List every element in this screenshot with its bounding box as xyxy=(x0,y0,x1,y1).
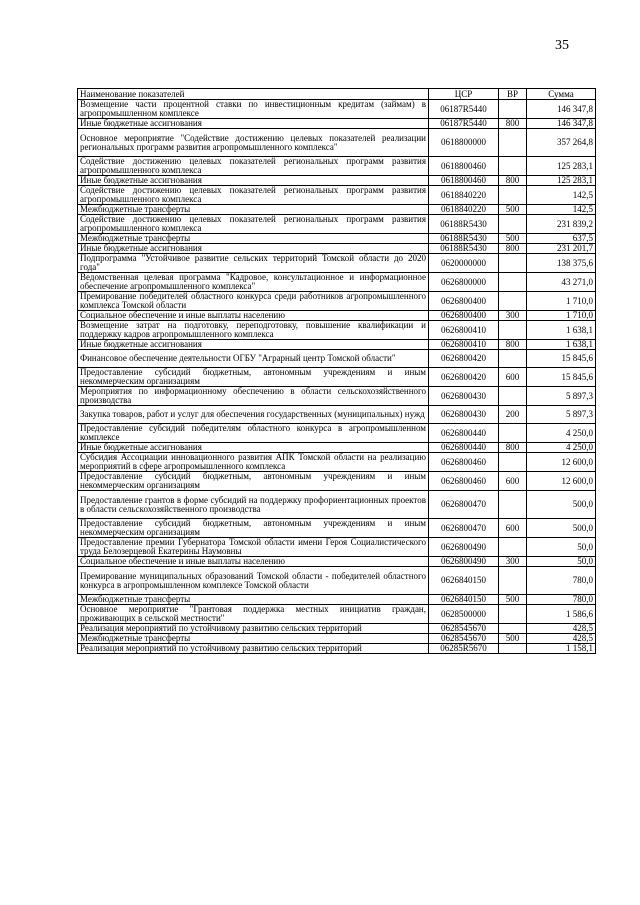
row-name: Финансовое обеспечение деятельности ОГБУ "Аграрный центр Томской области" xyxy=(78,350,429,368)
row-sum: 500,0 xyxy=(527,519,596,538)
row-sum: 1 638,1 xyxy=(527,321,596,340)
table-row xyxy=(78,387,596,406)
row-vr xyxy=(499,567,527,595)
table-row xyxy=(78,215,596,234)
row-name: Закупка товаров, работ и услуг для обеспечения государственных (муниципальных) нужд xyxy=(78,406,429,424)
row-vr xyxy=(499,387,527,406)
row-vr: 500 xyxy=(499,595,527,605)
row-csr: 0626800470 xyxy=(429,491,499,519)
row-name: Премирование муниципальных образований Томской области - победителей областного конкурса в агропромышленном комплексе Томской области xyxy=(78,567,429,595)
row-csr: 0626800420 xyxy=(429,350,499,368)
table-row xyxy=(78,340,596,350)
row-csr: 06188R5430 xyxy=(429,244,499,254)
row-sum: 1 710,0 xyxy=(527,292,596,311)
row-name: Иные бюджетные ассигнования xyxy=(78,340,429,350)
row-name: Реализация мероприятий по устойчивому развитию сельских территорий xyxy=(78,644,429,654)
row-sum: 428,5 xyxy=(527,634,596,644)
table-row xyxy=(78,292,596,311)
row-vr: 800 xyxy=(499,443,527,453)
row-csr: 06285R5670 xyxy=(429,644,499,654)
row-name: Иные бюджетные ассигнования xyxy=(78,119,429,129)
row-vr xyxy=(499,254,527,273)
row-name: Основное мероприятие "Содействие достижению целевых показателей реализации региональных программ развития агропромышленного комплекса" xyxy=(78,129,429,157)
row-name: Содействие достижению целевых показателей региональных программ развития агропромышленного комплекса xyxy=(78,186,429,205)
header-name: Наименование показателей xyxy=(78,89,429,100)
table-row xyxy=(78,254,596,273)
row-sum: 4 250,0 xyxy=(527,424,596,443)
row-csr: 0626800410 xyxy=(429,340,499,350)
table-row xyxy=(78,424,596,443)
table-row xyxy=(78,119,596,129)
row-vr xyxy=(499,129,527,157)
row-sum: 146 347,8 xyxy=(527,119,596,129)
row-vr xyxy=(499,292,527,311)
row-csr: 0626800490 xyxy=(429,538,499,557)
row-name: Социальное обеспечение и иные выплаты населению xyxy=(78,311,429,321)
table-row xyxy=(78,634,596,644)
table-row xyxy=(78,273,596,292)
row-vr: 300 xyxy=(499,311,527,321)
row-csr: 0628545670 xyxy=(429,624,499,634)
table-body xyxy=(78,100,596,654)
row-sum: 1 586,6 xyxy=(527,605,596,624)
row-csr: 0626800490 xyxy=(429,557,499,567)
row-vr xyxy=(499,273,527,292)
row-csr: 0626800000 xyxy=(429,273,499,292)
row-vr xyxy=(499,453,527,472)
row-sum: 500,0 xyxy=(527,491,596,519)
row-csr: 0626800400 xyxy=(429,292,499,311)
row-name: Иные бюджетные ассигнования xyxy=(78,244,429,254)
row-csr: 0626800420 xyxy=(429,368,499,387)
table-row xyxy=(78,538,596,557)
row-vr: 600 xyxy=(499,472,527,491)
table-row xyxy=(78,244,596,254)
row-sum: 5 897,3 xyxy=(527,406,596,424)
row-sum: 5 897,3 xyxy=(527,387,596,406)
row-name: Межбюджетные трансферты xyxy=(78,205,429,215)
row-name: Предоставление субсидий победителям областного конкурса в агропромышленном комплексе xyxy=(78,424,429,443)
row-sum: 780,0 xyxy=(527,595,596,605)
table-row xyxy=(78,443,596,453)
table-row xyxy=(78,453,596,472)
table-row xyxy=(78,186,596,205)
page-number: 35 xyxy=(555,38,569,53)
row-vr xyxy=(499,350,527,368)
row-name: Межбюджетные трансферты xyxy=(78,234,429,244)
row-name: Возмещение части процентной ставки по инвестиционным кредитам (займам) в агропромышленном комплексе xyxy=(78,100,429,119)
budget-table xyxy=(77,88,596,654)
row-sum: 43 271,0 xyxy=(527,273,596,292)
table-row xyxy=(78,176,596,186)
row-sum: 231 839,2 xyxy=(527,215,596,234)
row-csr: 0626800460 xyxy=(429,472,499,491)
table-row xyxy=(78,491,596,519)
row-name: Предоставление субсидий бюджетным, автономным учреждениям и иным некоммерческим организациям xyxy=(78,368,429,387)
row-vr: 500 xyxy=(499,205,527,215)
row-vr xyxy=(499,157,527,176)
row-vr: 600 xyxy=(499,368,527,387)
row-csr: 0618840220 xyxy=(429,186,499,205)
table-row xyxy=(78,311,596,321)
row-csr: 06187R5440 xyxy=(429,119,499,129)
row-sum: 138 375,6 xyxy=(527,254,596,273)
row-csr: 0626800430 xyxy=(429,387,499,406)
row-vr xyxy=(499,538,527,557)
table-row xyxy=(78,519,596,538)
row-name: Иные бюджетные ассигнования xyxy=(78,176,429,186)
row-sum: 15 845,6 xyxy=(527,368,596,387)
table-row xyxy=(78,595,596,605)
row-csr: 0626800470 xyxy=(429,519,499,538)
row-name: Возмещение затрат на подготовку, переподготовку, повышение квалификации и поддержку кадров агропромышленного комплекса xyxy=(78,321,429,340)
row-sum: 15 845,6 xyxy=(527,350,596,368)
row-name: Реализация мероприятий по устойчивому развитию сельских территорий xyxy=(78,624,429,634)
row-csr: 0618840220 xyxy=(429,205,499,215)
row-name: Мероприятия по информационному обеспечению в области сельскохозяйственного производства xyxy=(78,387,429,406)
row-name: Предоставление субсидий бюджетным, автономным учреждениям и иным некоммерческим организациям xyxy=(78,472,429,491)
row-sum: 142,5 xyxy=(527,205,596,215)
row-sum: 125 283,1 xyxy=(527,176,596,186)
table-row xyxy=(78,567,596,595)
table-row xyxy=(78,129,596,157)
row-csr: 0618800000 xyxy=(429,129,499,157)
row-vr: 800 xyxy=(499,176,527,186)
row-csr: 0620000000 xyxy=(429,254,499,273)
table-row xyxy=(78,624,596,634)
row-name: Содействие достижению целевых показателей региональных программ развития агропромышленного комплекса xyxy=(78,215,429,234)
row-vr: 300 xyxy=(499,557,527,567)
table-row xyxy=(78,234,596,244)
row-csr: 0626800440 xyxy=(429,443,499,453)
row-csr: 0626800440 xyxy=(429,424,499,443)
row-csr: 0628545670 xyxy=(429,634,499,644)
row-vr: 800 xyxy=(499,340,527,350)
row-sum: 357 264,8 xyxy=(527,129,596,157)
table-row xyxy=(78,205,596,215)
row-csr: 0626800410 xyxy=(429,321,499,340)
row-name: Межбюджетные трансферты xyxy=(78,634,429,644)
table-header-row xyxy=(78,89,596,100)
row-vr: 600 xyxy=(499,519,527,538)
row-name: Ведомственная целевая программа "Кадровое, консультационное и информационное обеспечение агропромышленного комплекса" xyxy=(78,273,429,292)
header-sum: Сумма xyxy=(527,89,596,100)
row-csr: 0626840150 xyxy=(429,595,499,605)
row-sum: 780,0 xyxy=(527,567,596,595)
row-name: Субсидия Ассоциации инновационного развития АПК Томской области на реализацию мероприятий в сфере агропромышленного комплекса xyxy=(78,453,429,472)
table-row xyxy=(78,368,596,387)
row-vr: 200 xyxy=(499,406,527,424)
row-csr: 0626840150 xyxy=(429,567,499,595)
row-sum: 637,5 xyxy=(527,234,596,244)
row-sum: 125 283,1 xyxy=(527,157,596,176)
row-sum: 428,5 xyxy=(527,624,596,634)
table-row xyxy=(78,605,596,624)
row-sum: 4 250,0 xyxy=(527,443,596,453)
row-csr: 0626800460 xyxy=(429,453,499,472)
table-row xyxy=(78,157,596,176)
row-csr: 06188R5430 xyxy=(429,215,499,234)
row-vr xyxy=(499,186,527,205)
row-name: Предоставление премии Губернатора Томской области имени Героя Социалистического труда Белозерцевой Екатерины Наумовны xyxy=(78,538,429,557)
row-sum: 12 600,0 xyxy=(527,472,596,491)
header-vr: ВР xyxy=(499,89,527,100)
row-sum: 50,0 xyxy=(527,538,596,557)
row-sum: 1 638,1 xyxy=(527,340,596,350)
row-vr xyxy=(499,100,527,119)
row-name: Основное мероприятие "Грантовая поддержка местных инициатив граждан, проживающих в сельской местности" xyxy=(78,605,429,624)
row-csr: 0626800400 xyxy=(429,311,499,321)
row-vr: 500 xyxy=(499,634,527,644)
row-vr xyxy=(499,491,527,519)
header-csr: ЦСР xyxy=(429,89,499,100)
row-name: Содействие достижению целевых показателей региональных программ развития агропромышленного комплекса xyxy=(78,157,429,176)
row-sum: 12 600,0 xyxy=(527,453,596,472)
row-vr xyxy=(499,605,527,624)
row-sum: 1 710,0 xyxy=(527,311,596,321)
row-vr: 800 xyxy=(499,244,527,254)
table-row xyxy=(78,350,596,368)
table-row xyxy=(78,100,596,119)
row-sum: 1 158,1 xyxy=(527,644,596,654)
row-vr: 500 xyxy=(499,234,527,244)
row-name: Премирование победителей областного конкурса среди работников агропромышленного комплекса Томской области xyxy=(78,292,429,311)
row-csr: 0626800430 xyxy=(429,406,499,424)
row-vr: 800 xyxy=(499,119,527,129)
row-name: Межбюджетные трансферты xyxy=(78,595,429,605)
row-csr: 06187R5440 xyxy=(429,100,499,119)
row-sum: 50,0 xyxy=(527,557,596,567)
table-row xyxy=(78,406,596,424)
row-name: Подпрограмма "Устойчивое развитие сельских территорий Томской области до 2020 года" xyxy=(78,254,429,273)
row-csr: 0628500000 xyxy=(429,605,499,624)
row-sum: 142,5 xyxy=(527,186,596,205)
row-vr xyxy=(499,215,527,234)
table-row xyxy=(78,321,596,340)
row-csr: 0618800460 xyxy=(429,176,499,186)
row-vr xyxy=(499,424,527,443)
table-row xyxy=(78,557,596,567)
row-csr: 06188R5430 xyxy=(429,234,499,244)
row-vr xyxy=(499,321,527,340)
row-name: Иные бюджетные ассигнования xyxy=(78,443,429,453)
row-name: Предоставление грантов в форме субсидий на поддержку профориентационных проектов в области сельскохозяйственного производства xyxy=(78,491,429,519)
table-row xyxy=(78,644,596,654)
row-sum: 231 201,7 xyxy=(527,244,596,254)
table-row xyxy=(78,472,596,491)
row-vr xyxy=(499,624,527,634)
row-name: Социальное обеспечение и иные выплаты населению xyxy=(78,557,429,567)
row-sum: 146 347,8 xyxy=(527,100,596,119)
row-csr: 0618800460 xyxy=(429,157,499,176)
row-name: Предоставление субсидий бюджетным, автономным учреждениям и иным некоммерческим организациям xyxy=(78,519,429,538)
row-vr xyxy=(499,644,527,654)
